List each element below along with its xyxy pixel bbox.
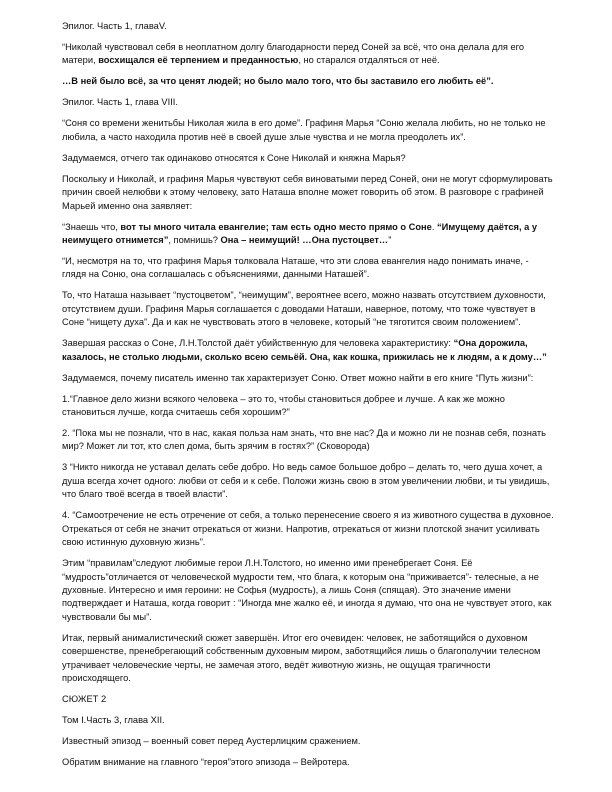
text-paragraph-6: Известный эпизод – военный совет перед Аустерлицким сражением.	[62, 735, 361, 746]
text-paragraph-1: Поскольку и Николай, и графиня Марья чувствуют себя виноватыми перед Соней, они не могут сформулировать причин своей нелюбви к этому человеку, зато Наташа вполне может говорить об этом. В разговоре с графиней Марьей именно она заявляет:	[62, 173, 553, 211]
text-paragraph-5: Итак, первый анималистический сюжет завершён. Итог его очевиден: человек, не заботящийся о духовном совершенстве, пренебрегающий собственным духовным миром, заботящийся лишь о благополучии телесном утрачивает человеческие черты, не замечая этого, ведёт животную жизнь, не ощущая трагичности происходящего.	[62, 632, 541, 683]
quote-paragraph-1: “Николай чувствовал себя в неоплатном долгу благодарности перед Соней за всё, что она делала для его матери, восхищался её терпением и преданностью, но старался отдаляться от неё.	[62, 42, 525, 66]
list-item-3: 3 “Никто никогда не уставал делать себе добро. Но ведь самое большое добро – делать то, чего душа хочет, а душа всегда хочет одного: любви от себя и к себе. Положи жизнь свою в этом увеличении любви, и ты увидишь, что благо твоё всегда в твоей власти”.	[62, 462, 550, 500]
text-paragraph-3: Завершая рассказ о Соне, Л.Н.Толстой даёт убийственную для человека характеристику: “Она дорожила, казалось, не столько людьми, сколько всею семьёй. Она, как кошка, прижилась не к людям, а к дому…”	[62, 338, 547, 362]
chapter-ref-1: Эпилог. Часть 1, главаV.	[62, 21, 167, 31]
quote-paragraph-4: “Знаешь что, вот ты много читала евангелие; там есть одно место прямо о Соне. “Имущему даётся, а у неимущего отнимется”, помнишь? Она – неимущий! …Она пустоцвет…”	[62, 221, 538, 246]
chapter-ref-2: Эпилог. Часть 1, глава VIII.	[62, 97, 178, 108]
text-paragraph-2: То, что Наташа называет “пустоцветом”, “неимущим”, вероятнее всего, можно назвать отсутствием духовности, отсутствием души. Графиня Марья соглашается с доводами Наташи, наверное, потому, что тоже чувствует в Соне “нищету духа”. Да и как не чувствовать этого в человеке, который “не тяготится своим положением”.	[62, 290, 546, 328]
list-item-2: 2. “Пока мы не познали, что в нас, какая польза нам знать, что вне нас? Да и можно ли не познав себя, познать мир? Может ли тот, кто слеп дома, быть зрячим в гостях?” (Сковорода)	[62, 428, 546, 452]
quote-paragraph-3: “Соня со времени женитьбы Николая жила в его доме”. Графиня Марья “Соню желала любить, но не только не любила, а часто находила против неё в своей душе злые чувства и не могла преодолеть их”.	[62, 118, 546, 142]
list-item-4: 4. “Самоотречение не есть отречение от себя, а только перенесение своего я из животного существа в духовное. Отрекаться от себя не значит отрекаться от жизни. Напротив, отрекаться от жизни плотской значит усиливать свою истинную духовную жизнь”.	[62, 510, 554, 548]
text-paragraph-7: Обратим внимание на главного “героя”этого эпизода – Вейротера.	[62, 756, 350, 767]
quote-paragraph-5: “И, несмотря на то, что графиня Марья толковала Наташе, что эти слова евангелия надо понимать иначе, - глядя на Соню, она соглашалась с объяснениями, данными Наташей”.	[62, 256, 529, 280]
question-paragraph-2: Задумаемся, почему писатель именно так характеризует Соню. Ответ можно найти в его книге “Путь жизни”:	[62, 372, 534, 383]
section-heading: СЮЖЕТ 2	[62, 693, 107, 704]
text-paragraph-4: Этим “правилам”следуют любимые герои Л.Н.Толстого, но именно ими пренебрегает Соня. Её “мудрость”отличается от человеческой мудрости тем, что блага, к которым она “приживается”- телесные, а не духовные. Интересно и имя героини: не Софья (мудрость), а лишь Соня (спящая). Это значение имени подтверждает и Наташа, когда говорит : “Иногда мне жалко её, и иногда я думаю, что она не чувствует этого, как чувствовали бы мы”.	[62, 558, 552, 622]
question-paragraph-1: Задумаемся, отчего так одинаково относятся к Соне Николай и княжна Марья?	[62, 152, 406, 163]
quote-paragraph-2: …В ней было всё, за что ценят людей; но было мало того, что бы заставило его любить её”.	[62, 76, 494, 87]
chapter-ref-3: Том I.Часть 3, глава XII.	[62, 714, 165, 725]
list-item-1: 1.“Главное дело жизни всякого человека – это то, чтобы становиться добрее и лучше. А как же можно становиться лучше, когда считаешь себя хорошим?”	[62, 393, 505, 418]
